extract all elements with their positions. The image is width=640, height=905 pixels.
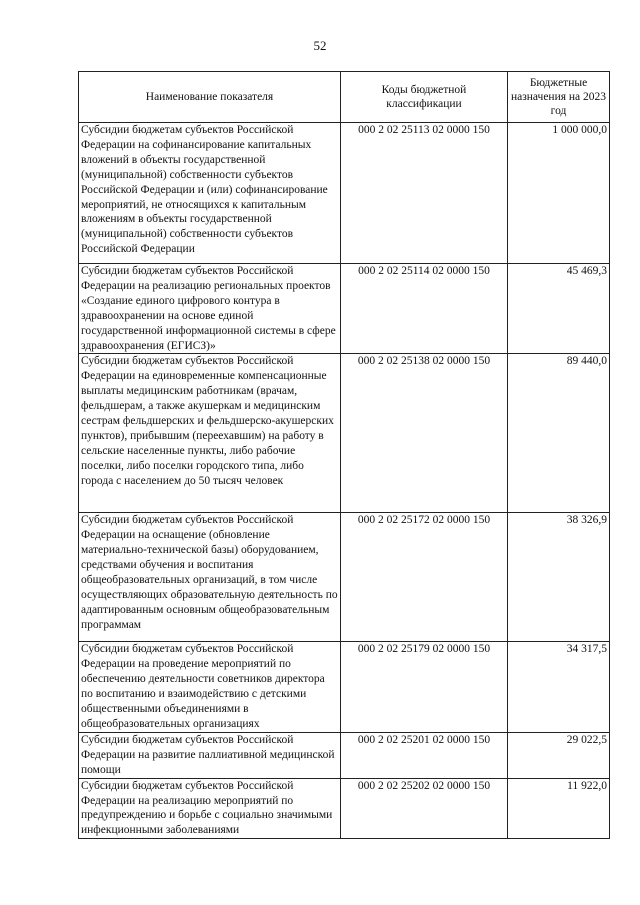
row-budget-code: 000 2 02 25179 02 0000 150 [341,642,508,732]
table-row [79,123,610,264]
table-row [79,513,610,642]
row-budget-amount: 34 317,5 [508,642,610,732]
row-budget-amount: 29 022,5 [508,732,610,778]
page-number: 52 [313,38,327,53]
table-header-row [79,72,610,123]
table-row [79,642,610,732]
row-budget-code: 000 2 02 25202 02 0000 150 [341,778,508,839]
row-budget-amount: 11 922,0 [508,778,610,839]
header-budget-code: Коды бюджетной классификации [341,72,508,123]
table-row [79,732,610,778]
header-indicator-name: Наименование показателя [79,72,341,123]
row-budget-code: 000 2 02 25113 02 0000 150 [341,123,508,264]
row-indicator-name: Субсидии бюджетам субъектов Российской Федерации на оснащение (обновление материально-технической базы) оборудованием, средствами обучения и воспитания общеобразовательных организаций, в том числе осуществляющих образовательную деятельность по адаптированным основным общеобразовательным программам [79,513,341,642]
row-budget-amount: 1 000 000,0 [508,123,610,264]
row-indicator-name: Субсидии бюджетам субъектов Российской Федерации на реализацию региональных проектов «Создание единого цифрового контура в здравоохранении на основе единой государственной информационной системы в сфере здравоохранения (ЕГИСЗ)» [79,264,341,354]
budget-table [78,71,610,839]
row-indicator-name: Субсидии бюджетам субъектов Российской Федерации на единовременные компенсационные выплаты медицинским работникам (врачам, фельдшерам, а также акушеркам и медицинским сестрам фельдшерских и фельдшерско-акушерских пунктов), прибывшим (переехавшим) на работу в сельские населенные пункты, либо рабочие поселки, либо поселки городского типа, либо города с населением до 50 тысяч человек [79,354,341,513]
row-indicator-name: Субсидии бюджетам субъектов Российской Федерации на проведение мероприятий по обеспечению деятельности советников директора по воспитанию и взаимодействию с детскими общественными объединениями в общеобразовательных организациях [79,642,341,732]
header-budget-amount: Бюджетные назначения на 2023 год [508,72,610,123]
row-budget-amount: 45 469,3 [508,264,610,354]
row-budget-amount: 89 440,0 [508,354,610,513]
row-budget-code: 000 2 02 25172 02 0000 150 [341,513,508,642]
table-row [79,354,610,513]
row-budget-code: 000 2 02 25114 02 0000 150 [341,264,508,354]
table-row [79,264,610,354]
row-indicator-name: Субсидии бюджетам субъектов Российской Федерации на реализацию мероприятий по предупреждению и борьбе с социально значимыми инфекционными заболеваниями [79,778,341,839]
row-indicator-name: Субсидии бюджетам субъектов Российской Федерации на развитие паллиативной медицинской помощи [79,732,341,778]
row-budget-code: 000 2 02 25138 02 0000 150 [341,354,508,513]
table-row [79,778,610,839]
row-budget-amount: 38 326,9 [508,513,610,642]
row-budget-code: 000 2 02 25201 02 0000 150 [341,732,508,778]
row-indicator-name: Субсидии бюджетам субъектов Российской Федерации на софинансирование капитальных вложений в объекты государственной (муниципальной) собственности субъектов Российской Федерации и (или) софинансирование мероприятий, не относящихся к капитальным вложениям в объекты государственной (муниципальной) собственности субъектов Российской Федерации [79,123,341,264]
